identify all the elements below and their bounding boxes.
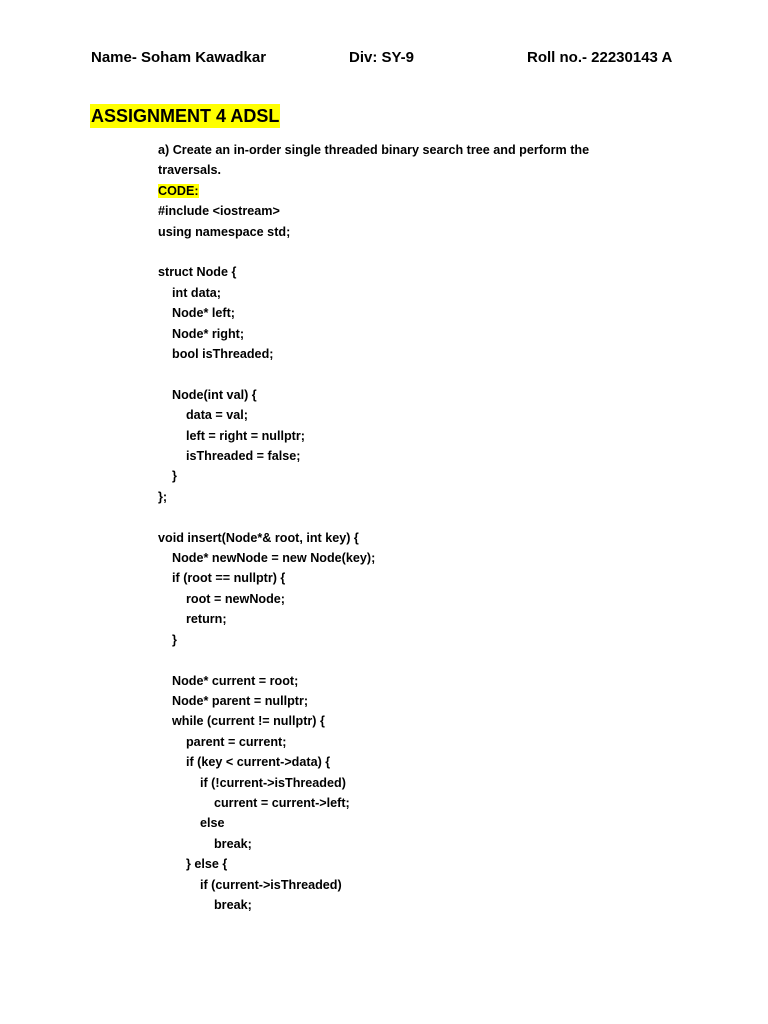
- code-line: parent = current;: [158, 734, 287, 749]
- code-line: } else {: [158, 857, 228, 872]
- code-line: if (current->isThreaded): [158, 877, 342, 892]
- code-line: current = current->left;: [158, 795, 350, 810]
- code-line: Node(int val) {: [158, 387, 257, 402]
- code-line: [158, 507, 678, 527]
- code-line: left = right = nullptr;: [158, 428, 305, 443]
- code-line: if (key < current->data) {: [158, 755, 331, 770]
- code-line: struct Node {: [158, 265, 237, 280]
- code-block: [158, 201, 678, 915]
- code-line: isThreaded = false;: [158, 449, 301, 464]
- code-line: data = val;: [158, 408, 248, 423]
- student-division: Div: SY-9: [349, 49, 415, 66]
- code-line: [158, 364, 678, 384]
- student-name: Name- Soham Kawadkar: [91, 49, 267, 66]
- code-line: using namespace std;: [158, 224, 291, 239]
- code-line: Node* right;: [158, 326, 245, 341]
- code-line: Node* current = root;: [158, 673, 299, 688]
- code-line: if (!current->isThreaded): [158, 775, 346, 790]
- code-line: Node* newNode = new Node(key);: [158, 551, 376, 566]
- code-line: break;: [158, 836, 252, 851]
- code-line: root = newNode;: [158, 591, 285, 606]
- assignment-title: ASSIGNMENT 4 ADSL: [91, 106, 280, 126]
- code-line: #include <iostream>: [158, 204, 280, 219]
- code-line: }: [158, 632, 177, 647]
- code-line: int data;: [158, 285, 221, 300]
- code-line: if (root == nullptr) {: [158, 571, 286, 586]
- code-line: void insert(Node*& root, int key) {: [158, 530, 359, 545]
- code-line: bool isThreaded;: [158, 347, 274, 362]
- code-label: CODE:: [158, 183, 199, 198]
- code-label-line: [158, 181, 678, 201]
- roll-number: Roll no.- 22230143 A: [527, 49, 673, 66]
- code-line: Node* parent = nullptr;: [158, 693, 309, 708]
- code-line: return;: [158, 612, 227, 627]
- code-line: }: [158, 469, 177, 484]
- code-line: [158, 242, 678, 262]
- code-line: else: [158, 816, 225, 831]
- code-line: while (current != nullptr) {: [158, 714, 325, 729]
- question-text: a) Create an in-order single threaded binary search tree and perform the traversals.: [158, 143, 590, 178]
- assignment-body: [158, 140, 678, 915]
- code-line: [158, 650, 678, 670]
- code-line: Node* left;: [158, 306, 235, 321]
- code-line: break;: [158, 897, 252, 912]
- code-line: };: [158, 489, 168, 504]
